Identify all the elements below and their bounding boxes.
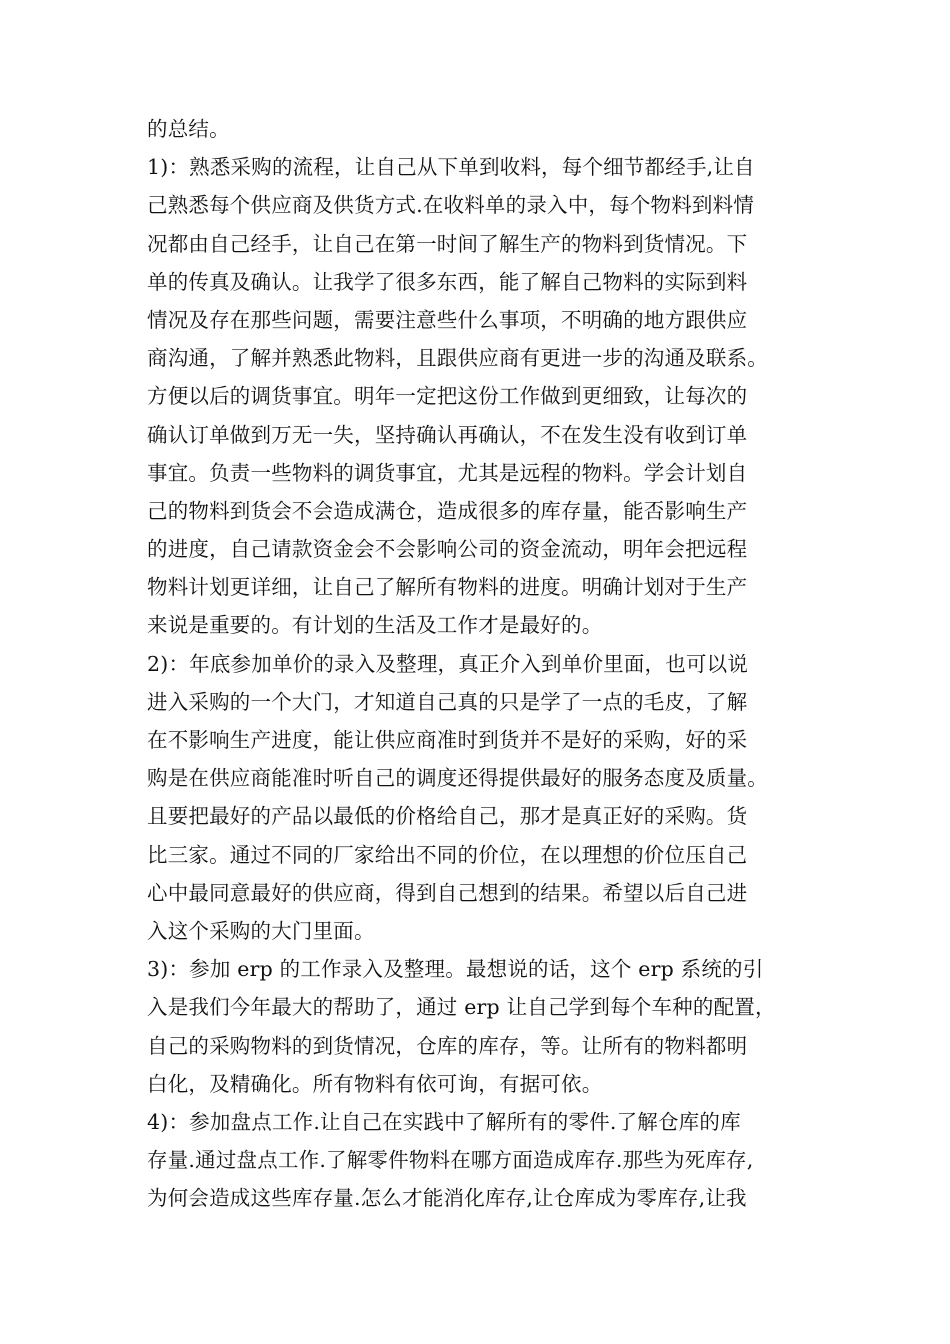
text-line: 且要把最好的产品以最低的价格给自己，那才是真正好的采购。货 bbox=[147, 804, 748, 829]
text-line: 来说是重要的。有计划的生活及工作才是最好的。 bbox=[147, 613, 603, 638]
text-line: 况都由自己经手，让自己在第一时间了解生产的物料到货情况。下 bbox=[147, 231, 748, 256]
text-line: 的总结。 bbox=[147, 117, 230, 141]
text-line: 1)：熟悉采购的流程，让自己从下单到收料，每个细节都经手,让自 bbox=[147, 155, 755, 180]
text-line: 自己的采购物料的到货情况，仓库的库存，等。让所有的物料都明 bbox=[147, 1033, 748, 1058]
text-line: 己熟悉每个供应商及供货方式.在收料单的录入中，每个物料到料情 bbox=[147, 193, 755, 218]
text-line: 存量.通过盘点工作.了解零件物料在哪方面造成库存.那些为死库存, bbox=[147, 1148, 754, 1173]
text-line: 为何会造成这些库存量.怎么才能消化库存,让仓库成为零库存,让我 bbox=[147, 1186, 747, 1211]
text-line: 入这个采购的大门里面。 bbox=[147, 918, 375, 943]
text-line: 比三家。通过不同的厂家给出不同的价位，在以理想的价位压自己 bbox=[147, 842, 748, 867]
text-line: 3)：参加 erp 的工作录入及整理。最想说的话，这个 erp 系统的引 bbox=[147, 957, 764, 982]
text-line: 事宜。负责一些物料的调货事宜，尤其是远程的物料。学会计划自 bbox=[147, 460, 748, 485]
text-line: 己的物料到货会不会造成满仓，造成很多的库存量，能否影响生产 bbox=[147, 498, 748, 523]
text-line: 在不影响生产进度，能让供应商准时到货并不是好的采购，好的采 bbox=[147, 728, 748, 752]
text-line: 4)：参加盘点工作.让自己在实践中了解所有的零件.了解仓库的库 bbox=[147, 1109, 741, 1134]
text-line: 进入采购的一个大门，才知道自己真的只是学了一点的毛皮，了解 bbox=[147, 689, 748, 714]
text-line: 商沟通，了解并熟悉此物料，且跟供应商有更进一步的沟通及联系。 bbox=[147, 346, 768, 371]
text-line: 的进度，自己请款资金会不会影响公司的资金流动，明年会把远程 bbox=[147, 537, 748, 562]
text-line: 单的传真及确认。让我学了很多东西，能了解自己物料的实际到料 bbox=[147, 269, 748, 294]
text-line: 物料计划更详细，让自己了解所有物料的进度。明确计划对于生产 bbox=[147, 575, 748, 600]
text-line: 情况及存在那些问题，需要注意些什么事项，不明确的地方跟供应 bbox=[147, 307, 748, 332]
text-line: 白化，及精确化。所有物料有依可询，有据可依。 bbox=[147, 1071, 603, 1096]
text-line: 入是我们今年最大的帮助了，通过 erp 让自己学到每个车种的配置， bbox=[147, 995, 776, 1020]
text-line: 购是在供应商能准时听自己的调度还得提供最好的服务态度及质量。 bbox=[147, 766, 768, 791]
document-body bbox=[147, 110, 827, 1217]
text-line: 2)：年底参加单价的录入及整理，真正介入到单价里面，也可以说 bbox=[147, 651, 749, 676]
text-line: 心中最同意最好的供应商，得到自己想到的结果。希望以后自己进 bbox=[147, 880, 748, 905]
text-line: 方便以后的调货事宜。明年一定把这份工作做到更细致，让每次的 bbox=[147, 384, 748, 409]
text-line: 确认订单做到万无一失，坚持确认再确认，不在发生没有收到订单 bbox=[147, 422, 748, 447]
